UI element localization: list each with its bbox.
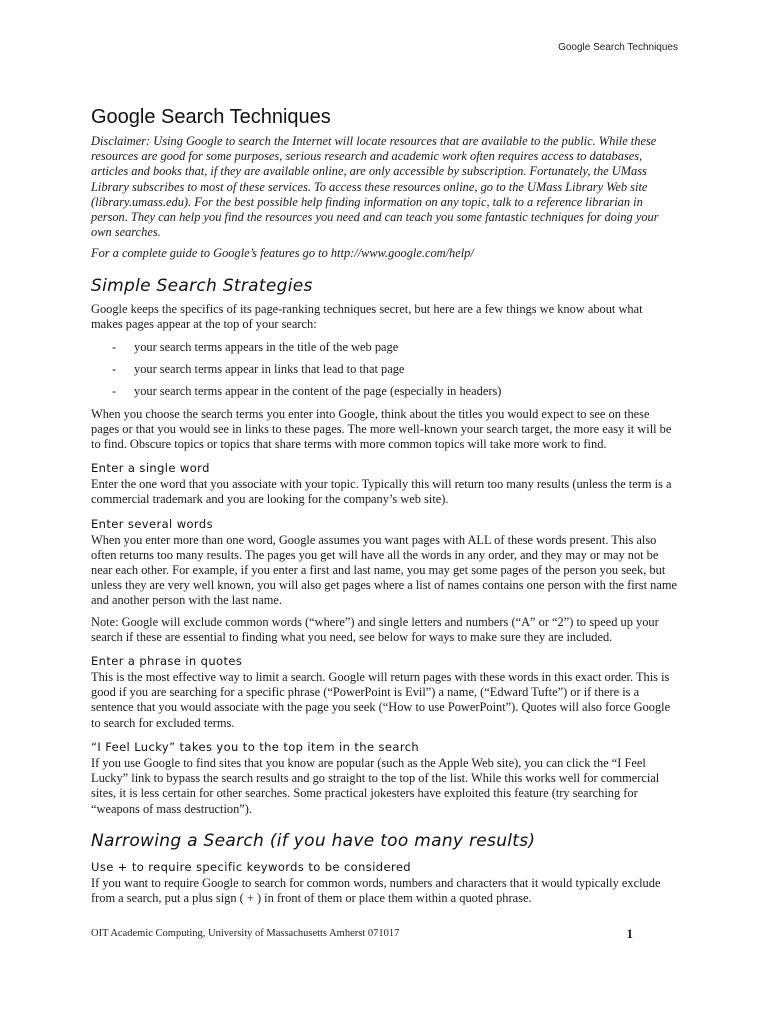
- subheading-single-word: Enter a single word: [91, 461, 210, 476]
- dash-bullet: -: [112, 340, 117, 355]
- list-item-text: your search terms appear in links that lead to that page: [134, 362, 405, 377]
- disclaimer-paragraph: Disclaimer: Using Google to search the Internet will locate resources that are available to the public. While these resources are good for some purposes, serious research and academic work often requires access to databases, articles and books that, if they are available online, are only accessible by subscription. Fortunately, the UMass Library subscribes to most of these services. To access these resources online, go to the UMass Library Web site (library.umass.edu). For the best possible help finding information on any topic, talk to a reference librarian in person. They can help you find the resources you need and can teach you some fantastic techniques for doing your own searches.: [91, 134, 659, 240]
- list-item: [91, 362, 677, 377]
- subheading-plus-operator: Use + to require specific keywords to be considered: [91, 859, 412, 874]
- phrase-paragraph: This is the most effective way to limit a search. Google will return pages with these words in this exact order. This is good if you are searching for a specific phrase (“PowerPoint is Evil”) a name, (“Edward Tufte”) or if there is a sentence that you would associate with the page you seek (“How to use PowerPoint”). Quotes will also force Google to search for excluded terms.: [91, 670, 671, 730]
- subheading-phrase: Enter a phrase in quotes: [91, 654, 243, 669]
- running-header: Google Search Techniques: [558, 42, 678, 53]
- dash-bullet: -: [112, 384, 117, 399]
- document-body: [91, 106, 677, 912]
- plus-operator-paragraph: If you want to require Google to search for common words, numbers and characters that it would typically exclude from a search, put a plus sign ( + ) in front of them or place them within a quoted phrase.: [91, 875, 661, 905]
- excluded-words-note: Note: Google will exclude common words (“where”) and single letters and numbers (“A” or “2”) to speed up your search if these are essential to finding what you need, see below for ways to make sure they are included.: [91, 614, 659, 644]
- section-heading-simple: Simple Search Strategies: [91, 275, 313, 296]
- list-item: [91, 340, 677, 355]
- page-footer: [91, 928, 633, 939]
- list-item: [91, 384, 677, 399]
- page-number: 1: [626, 926, 633, 941]
- subheading-lucky: “I Feel Lucky” takes you to the top item in the search: [91, 739, 420, 754]
- section-heading-narrowing: Narrowing a Search (if you have too many results): [91, 830, 536, 851]
- search-terms-paragraph: When you choose the search terms you enter into Google, think about the titles you would expect to see on these pages or that you would see in links to these pages. The more well-known your search target, the more easy it will be to find. Obscure topics or topics that share terms with more common topics will take more work to find.: [91, 406, 672, 452]
- dash-bullet: -: [112, 362, 117, 377]
- list-item-text: your search terms appear in the content of the page (especially in headers): [134, 384, 502, 399]
- guide-note: For a complete guide to Google’s features go to http://www.google.com/help/: [91, 246, 474, 261]
- subheading-several-words: Enter several words: [91, 516, 213, 531]
- single-word-paragraph: Enter the one word that you associate with your topic. Typically this will return too many results (unless the term is a commercial trademark and you are looking for the company’s web site).: [91, 477, 672, 507]
- footer-text: OIT Academic Computing, University of Massachusetts Amherst 071017: [91, 928, 400, 939]
- lucky-paragraph: If you use Google to find sites that you know are popular (such as the Apple Web site), you can click the “I Feel Lucky” link to bypass the search results and go straight to the top of the list. While this works well for commercial sites, it is less certain for other searches. Some practical jokesters have exploited this feature (try searching for “weapons of mass destruction”).: [91, 755, 660, 816]
- page-title: Google Search Techniques: [91, 106, 331, 128]
- list-item-text: your search terms appears in the title of the web page: [134, 340, 399, 355]
- simple-intro: Google keeps the specifics of its page-ranking techniques secret, but here are a few things we know about what makes pages appear at the top of your search:: [91, 301, 643, 331]
- ranking-factor-list: [91, 340, 677, 400]
- several-words-paragraph: When you enter more than one word, Google assumes you want pages with ALL of these words present. This also often returns too many results. The pages you get will have all the words in any order, and they may or may not be near each other. For example, if you enter a first and last name, you may get some pages of the person you seek, but unless they are very well known, you will also get pages where a list of names contains one person with the first name and another person with the last name.: [91, 532, 677, 608]
